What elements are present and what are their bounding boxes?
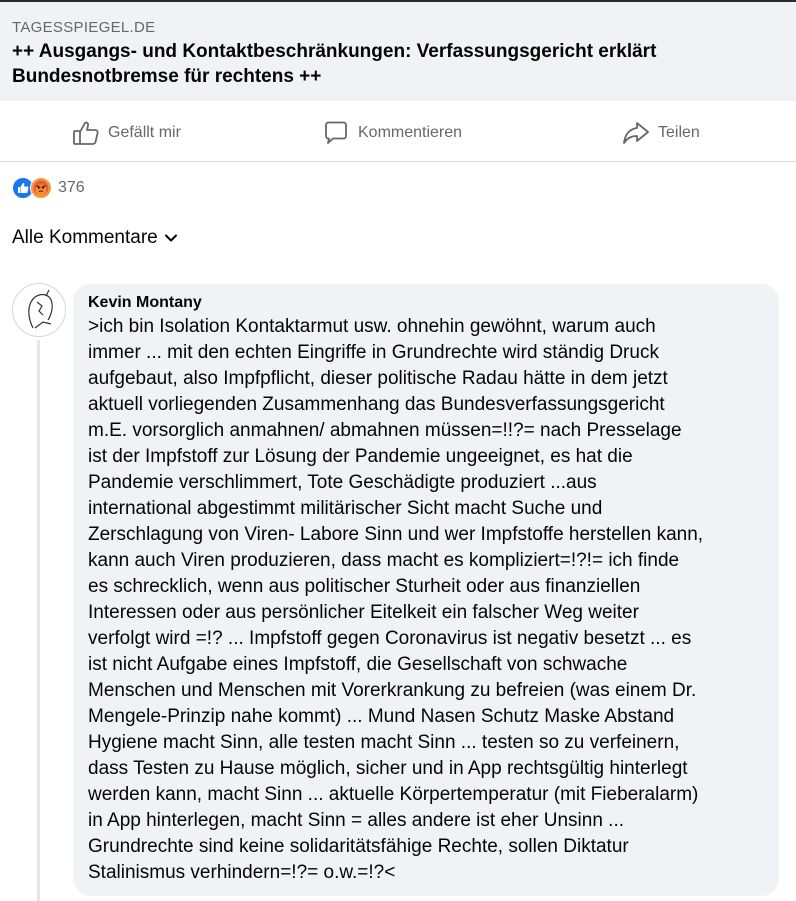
reaction-count: 376 [58, 179, 85, 196]
comment-button[interactable] [322, 108, 462, 158]
link-title[interactable]: ++ Ausgangs- und Kontaktbeschränkungen: Verfassungsgericht erklärt Bundesnotbremse für rechtens ++ [12, 41, 657, 87]
link-source: TAGESSPIEGEL.DE [12, 19, 156, 36]
like-label: Gefällt mir [108, 124, 181, 141]
comment-author[interactable]: Kevin Montany [88, 294, 202, 311]
comments-sort-label: Alle Kommentare [12, 227, 158, 248]
avatar[interactable] [12, 283, 66, 337]
like-button[interactable] [72, 108, 181, 158]
share-arrow-icon [622, 119, 650, 147]
comments-sort-dropdown[interactable] [12, 227, 178, 249]
speech-bubble-icon [322, 119, 350, 147]
comment-text: >ich bin Isolation Kontaktarmut usw. ohnehin gewöhnt, warum auch immer ... mit den echten Eingriffe in Grundrechte wird ständig Druck aufgebaut, also Impfpflicht, dieser politische Radau hätte in dem jetzt aktuell vorliegenden Zusammenhang das Bundesverfassungsgericht m.E. vorsorglich anmahnen/ abmahnen müssen=!!?= nach Presselage ist der Impfstoff zur Lösung der Pandemie ungeeignet, es hat die Pandemie verschlimmert, Tote Geschädigte produziert ...aus international abgestimmt militärischer Sicht macht Suche und Zerschlagung von Viren- Labore Sinn und wer Impfstoffe herstellen kann, kann auch Viren produzieren, dass macht es kompliziert=!?!= ich finde es schrecklich, wenn aus politischer Sturheit oder aus finanziellen Interessen oder aus persönlicher Eitelkeit ein falscher Weg weiter verfolgt wird =!? ... Impfstoff gegen Coronavirus ist negativ besetzt ... es ist nicht Aufgabe eines Impfstoff, die Gesellschaft von schwache Menschen und Menschen mit Vorerkrankung zu befreien (was einem Dr. Mengele-Prinzip nahe kommt) ... Mund Nasen Schutz Maske Abstand Hygiene macht Sinn, alle testen macht Sinn ... testen so zu verfeinern, dass Testen zu Hause möglich, sicher und in App rechtsgültig hinterlegt werden kann, macht Sinn ... aktuelle Körpertemperatur (mit Fieberalarm) in App hinterlegen, macht Sinn = alles andere ist eher Unsinn ... Grundrechte sind keine solidaritätsfähige Rechte, sollen Diktatur Stalinismus verhindern=!?= o.w.=!?< [88, 316, 704, 883]
comment-bubble [73, 284, 779, 896]
share-button[interactable] [622, 108, 700, 158]
link-preview[interactable] [0, 2, 796, 101]
share-label: Teilen [658, 124, 700, 141]
chevron-down-icon [164, 231, 178, 245]
post-actions-bar [0, 108, 796, 160]
angry-reaction-icon [30, 177, 52, 199]
thumbs-up-icon [72, 119, 100, 147]
thread-line [37, 340, 40, 901]
reactions-summary[interactable] [12, 177, 85, 199]
divider [0, 161, 796, 162]
comment-label: Kommentieren [358, 124, 463, 141]
